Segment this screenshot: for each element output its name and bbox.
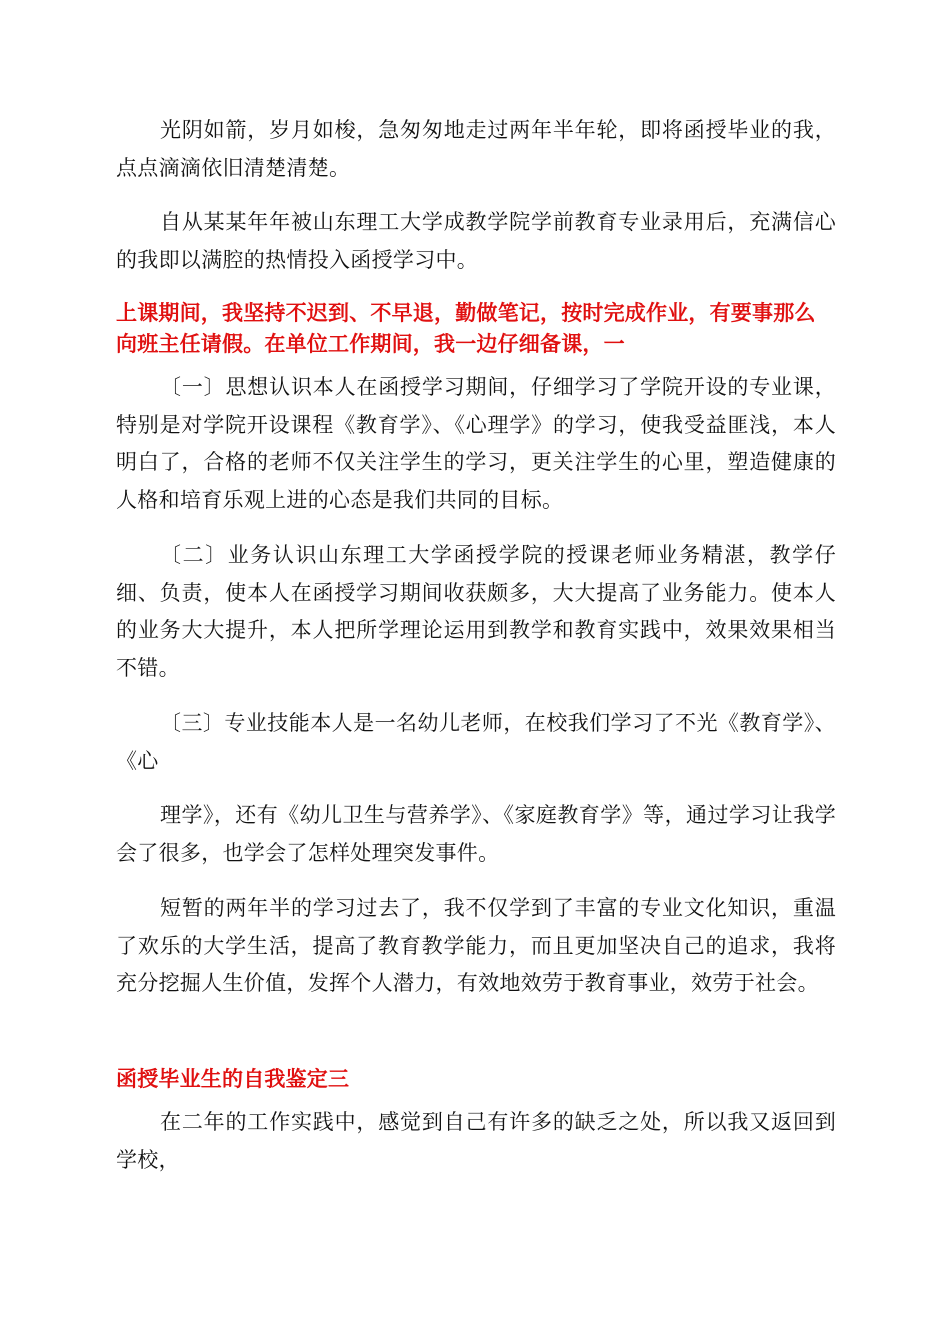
- paragraph-work-practice: 在二年的工作实践中，感觉到自己有许多的缺乏之处，所以我又返回到学校，: [116, 1110, 836, 1172]
- paragraph-enrollment: 自从某某年年被山东理工大学成教学院学前教育专业录用后，充满信心的我即以满腔的热情投入函授学习中。: [116, 210, 836, 272]
- highlight-heading-class-attendance: 上课期间，我坚持不迟到、不早退，勤做笔记，按时完成作业，有要事那么向班主任请假。在单位工作期间，我一边仔细备课，一: [116, 301, 816, 356]
- paragraph-skills-continued: 理学》，还有《幼儿卫生与营养学》、《家庭教育学》等，通过学习让我学会了很多，也学会了怎样处理突发事件。: [116, 803, 836, 865]
- section-heading-self-evaluation-three: 函授毕业生的自我鉴定三: [116, 1067, 350, 1091]
- paragraph-intro: 光阴如箭，岁月如梭，急匆匆地走过两年半年轮，即将函授毕业的我，点点滴滴依旧清楚清楚。: [116, 118, 836, 180]
- paragraph-conclusion: 短暂的两年半的学习过去了，我不仅学到了丰富的专业文化知识，重温了欢乐的大学生活，提高了教育教学能力，而且更加坚决自己的追求，我将充分挖掘人生价值，发挥个人潜力，有效地效劳于教育事业，效劳于社会。: [116, 896, 836, 995]
- paragraph-professional-awareness: 〔二〕业务认识山东理工大学函授学院的授课老师业务精湛，教学仔细、负责，使本人在函授学习期间收获颇多，大大提高了业务能力。使本人的业务大大提升，本人把所学理论运用到教学和教育实践中，效果效果相当不错。: [116, 543, 836, 680]
- paragraph-skills: 〔三〕专业技能本人是一名幼儿老师，在校我们学习了不光《教育学》、《心: [116, 711, 836, 773]
- paragraph-ideology: 〔一〕思想认识本人在函授学习期间，仔细学习了学院开设的专业课，特别是对学院开设课程《教育学》、《心理学》的学习，使我受益匪浅，本人明白了，合格的老师不仅关注学生的学习，更关注学生的心里，塑造健康的人格和培育乐观上进的心态是我们共同的目标。: [116, 375, 836, 512]
